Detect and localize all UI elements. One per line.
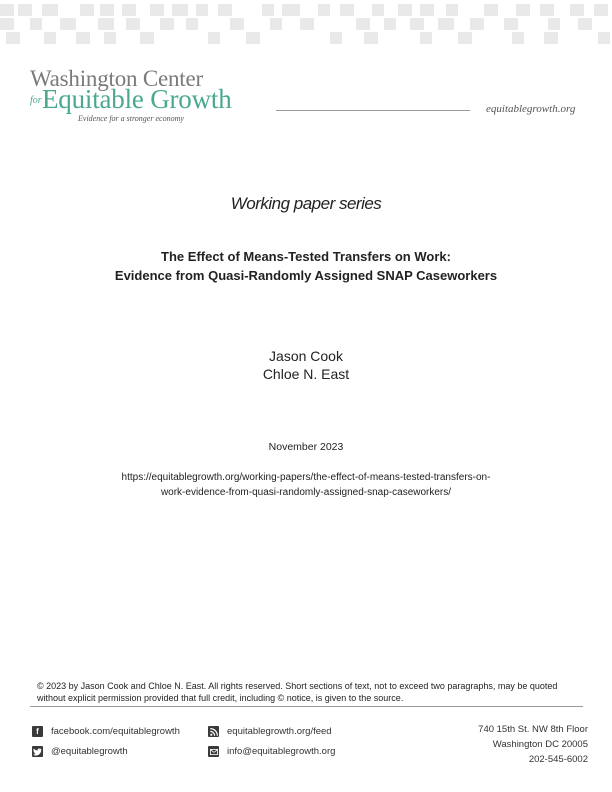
organization-logo[interactable] xyxy=(30,66,270,126)
twitter-link-text: @equitablegrowth xyxy=(51,746,128,757)
logo-wordmark-line2: Equitable Growth xyxy=(42,84,232,114)
email-link-text: info@equitablegrowth.org xyxy=(227,746,336,757)
email-link[interactable] xyxy=(208,746,335,757)
logo-wordmark-for: for xyxy=(30,95,42,106)
publication-date: November 2023 xyxy=(268,441,344,453)
paper-title-line1: The Effect of Means-Tested Transfers on Work: xyxy=(161,249,451,264)
author-name: Chloe N. East xyxy=(262,366,350,382)
email-icon xyxy=(208,746,219,757)
facebook-icon: f xyxy=(32,726,43,737)
address-street: 740 15th St. NW 8th Floor xyxy=(478,724,588,735)
address-city: Washington DC 20005 xyxy=(492,739,588,750)
facebook-link[interactable] xyxy=(32,726,180,737)
paper-url-line1: https://equitablegrowth.org/working-papers/the-effect-of-means-tested-transfers-on- xyxy=(121,472,491,483)
mailing-address xyxy=(478,722,588,767)
rss-feed-icon xyxy=(208,726,219,737)
paper-title-line2: Evidence from Quasi-Randomly Assigned SNAP Caseworkers xyxy=(114,268,498,283)
paper-url-link[interactable] xyxy=(80,470,532,500)
author-list xyxy=(0,347,612,383)
rss-feed-link[interactable] xyxy=(208,726,332,737)
facebook-link-text: facebook.com/equitablegrowth xyxy=(51,726,180,737)
header-divider xyxy=(276,110,470,111)
paper-title xyxy=(40,247,572,285)
header-mosaic-pattern xyxy=(0,0,612,48)
site-url-link[interactable]: equitablegrowth.org xyxy=(486,103,576,115)
rss-feed-link-text: equitablegrowth.org/feed xyxy=(227,726,332,737)
logo-wordmark-line1: Washington Center xyxy=(30,66,203,91)
copyright-notice: © 2023 by Jason Cook and Chloe N. East. All rights reserved. Short sections of text, not to exceed two paragraphs, may be quoted without explicit permission provided that full credit, including © notice, is given to the source. xyxy=(37,681,558,703)
paper-url-line2: work-evidence-from-quasi-randomly-assigned-snap-caseworkers/ xyxy=(160,487,452,498)
phone-number: 202-545-6002 xyxy=(528,754,588,765)
twitter-icon xyxy=(32,746,43,757)
twitter-link[interactable] xyxy=(32,746,128,757)
author-name: Jason Cook xyxy=(269,348,343,364)
series-label: Working paper series xyxy=(230,194,382,213)
footer-divider xyxy=(30,706,583,707)
logo-tagline: Evidence for a stronger economy xyxy=(78,114,184,123)
